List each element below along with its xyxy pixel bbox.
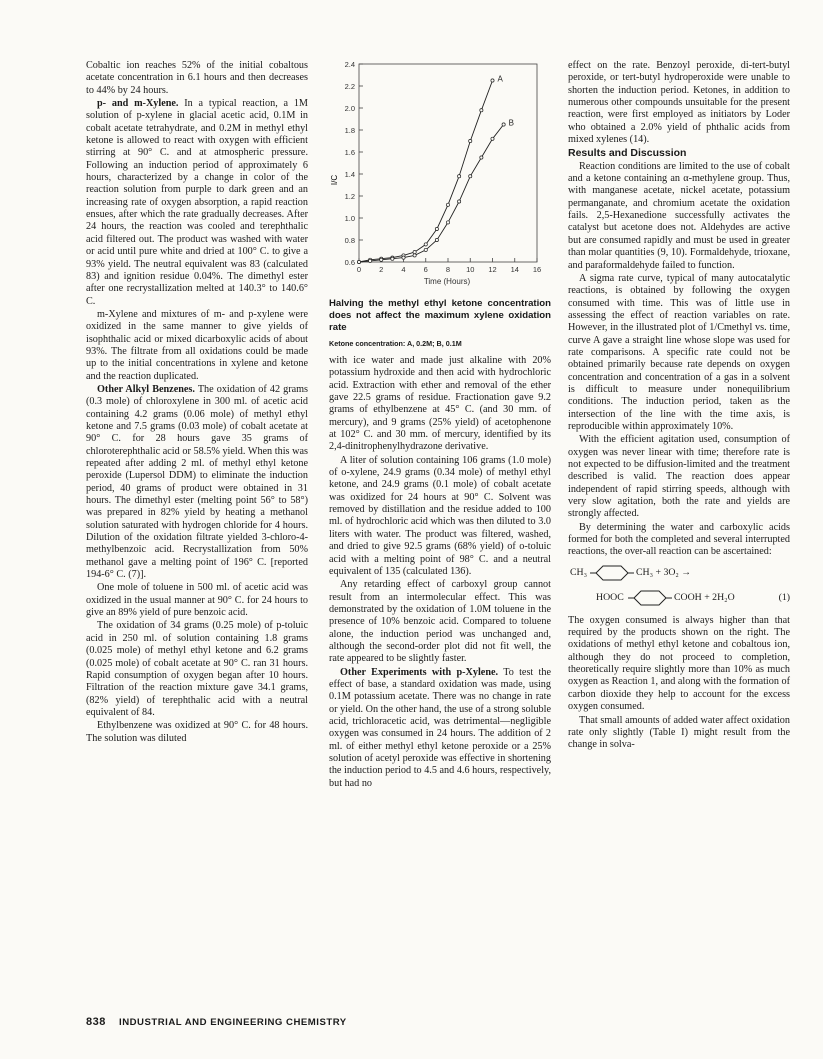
paragraph: Ethylbenzene was oxidized at 90° C. for 48 hours. The solution was diluted xyxy=(86,720,308,744)
data-point-A xyxy=(446,203,449,206)
y-tick-label: 1.2 xyxy=(344,192,355,201)
paragraph-text: To test the effect of base, a standard oxidation was made, using 0.1M potassium acetate. There was no change in rate or yield. On the other hand, the use of a strong soluble acid, trichloracetic acid, was detrimental—negligible oxygen was consumed in 24 hours. The addition of 2 ml. of either methyl ethyl ketone peroxide or a 25% solution of acetyl peroxide was effective in shortening the induction period to 4.5 and 4.6 hours, respectively, but had no xyxy=(329,666,551,789)
data-point-A xyxy=(480,109,483,112)
data-point-B xyxy=(391,257,394,260)
paragraph xyxy=(86,384,308,582)
column-3 xyxy=(568,60,790,753)
journal-name: INDUSTRIAL AND ENGINEERING CHEMISTRY xyxy=(119,1017,347,1028)
series-lines xyxy=(359,81,504,263)
paragraph: The oxygen consumed is always higher than that required by the products shown on the right. The oxidations of methyl ethyl ketone and cobaltous ion, although they do not proceed to completion, theoretically require slightly more than 10% as much oxygen as Reaction 1, and along with the formation of carbon dioxide they help to account for the excess oxygen consumed. xyxy=(568,614,790,713)
y-tick-label: 0.8 xyxy=(344,236,355,245)
eq-reactant-rest: CH₃ + 3O₂ → xyxy=(636,566,692,578)
data-point-B xyxy=(402,256,405,259)
x-tick-label: 16 xyxy=(532,265,542,274)
y-axis-label: I/C xyxy=(330,174,339,186)
paragraph: By determining the water and carboxylic acids formed for both the completed and several interrupted reactions, the over-all reaction can be ascertained: xyxy=(568,521,790,558)
data-point-B xyxy=(469,175,472,178)
paragraph: Reaction conditions are limited to the use of cobalt and a ketone containing an α-methylene group. Thus, with manganese acetate, nickel acetate, potassium permanganate, and chromium acetate the oxidation fails. 2,5-Hexanedione successfully activates the catalyst but acetone does not. Aldehydes are active but are consumed rapidly and must be used in greater than molar quantities (9, 10). Formaldehyde, trioxane, and paraformaldehyde failed to function. xyxy=(568,160,790,271)
benzene-ring-icon xyxy=(590,565,634,581)
paragraph: A sigma rate curve, typical of many autocatalytic reactions, is obtained by following the oxygen consumed with time. This was of little use in assessing the effect of reaction variables on rate. However, in the illustrated plot of 1/Cmethyl vs. time, curve A gave a straight line whose slope was used for rate comparisons. A specific rate could not be obtained primarily because rate depends on oxygen concentration and concentration of a gas in a solvent is difficult to measure under nonequilibrium conditions. The induction period, taken as the intersection of the line with the time axis, is reproducible within approximately 10%. xyxy=(568,272,790,432)
line-chart xyxy=(329,60,551,288)
section-heading: Results and Discussion xyxy=(568,147,687,160)
figure xyxy=(329,60,551,351)
x-tick-label: 8 xyxy=(445,265,451,274)
series-labels xyxy=(498,75,514,128)
y-tick-label: 1.4 xyxy=(344,170,355,179)
paragraph: Any retarding effect of carboxyl group cannot result from an intermolecular effect. This was demonstrated by the oxidation of 1.0M toluene in the presence of 10% benzoic acid. Compared to toluene alone, the induction period was unchanged and, although the second-order plot did not fit well, the rate appeared to be slightly faster. xyxy=(329,579,551,665)
data-point-B xyxy=(480,156,483,159)
x-tick-label: 2 xyxy=(379,265,384,274)
chemical-equation xyxy=(568,565,790,611)
data-point-B xyxy=(424,248,427,251)
page-footer xyxy=(86,1016,347,1028)
eq-reactant-methyl: CH₃ xyxy=(570,566,588,578)
x-tick-label: 4 xyxy=(401,265,406,274)
data-point-B xyxy=(446,221,449,224)
x-axis-ticks xyxy=(357,258,541,274)
figure-subcaption: Ketone concentration: A, 0.2M; B, 0.1M xyxy=(329,339,462,349)
paragraph-text: The oxidation of 42 grams (0.3 mole) of chloroxylene in 300 ml. of acetic acid containing 4.2 grams (0.06 mole) of methyl ethyl ketone and 7.5 grams (0.03 mole) of cobalt acetate at 90° C. for 28 hours gave 35 grams of chloroterephthalic acid or 58.5% yield. When this was repeated after adding 2 ml. of methyl ethyl ketone peroxide (Lupersol DDM) to eliminate the induction period, 40 grams of product were obtained in 31 hours. The dimethyl ester (melting point 56° to 58°) was prepared in 82% yield by heating a methanol solution saturated with hydrogen chloride for 4 hours. Dilution of the oxidation filtrate yielded 3-chloro-4-methylbenzoic acid. Recrystallization from 50% methanol gave a melting point of 196° C. [reported 194-6° C. (7)]. xyxy=(86,383,309,581)
data-point-B xyxy=(491,137,494,140)
paragraph xyxy=(86,98,308,308)
eq-product-rest: COOH + 2H₂O xyxy=(674,591,735,603)
series-label-A: A xyxy=(497,74,503,84)
paragraph-text: In a typical reaction, a 1M solution of p-xylene in glacial acetic acid, 0.1M in cobalt acetate tetrahydrate, and 0.2M in methyl ethyl ketone is allowed to react with oxygen with efficient stirring at 90° C. and at atmospheric pressure. Following an induction period of approximately 6 hours, characterized by a change in color of the reaction solution from purple to dark green and an increasing rate of oxygen absorption, a rapid reaction ensues, after which the rate gradually decreases. After 24 hours, the reaction was cooled and terephthalic acid filtered out. The product was washed with water or acid until pure white and dried at 100° C. to give a 93% yield. The neutral equivalent was 83 (calculated 83) and ignition residue 0.04%. The dimethyl ester after one recrystallization melted at 140.3° to 140.6° C. xyxy=(86,98,308,307)
equation-number: (1) xyxy=(778,591,790,603)
data-point-B xyxy=(380,258,383,261)
data-point-B xyxy=(413,254,416,257)
paragraph: With the efficient agitation used, consumption of oxygen was never linear with time; therefore rate is not expected to be diffusion-limited and the treatment described is valid. The reaction does appear independent of rapid stirring speeds, although with very slow agitation, both the rate and yields are strongly affected. xyxy=(568,434,790,520)
data-point-B xyxy=(502,123,505,126)
x-tick-label: 0 xyxy=(356,265,362,274)
chart-frame xyxy=(359,64,537,262)
paragraph: One mole of toluene in 500 ml. of acetic acid was oxidized in the usual manner at 90° C. for 24 hours to give an 89% yield of pure benzoic acid. xyxy=(86,582,308,619)
y-tick-label: 2.4 xyxy=(344,60,355,69)
paragraph: effect on the rate. Benzoyl peroxide, di-tert-butyl peroxide, or tert-butyl hydroperoxide were unable to shorten the induction period. Ketones, in addition to numerous other compounds unsuitable for the present reaction, were first employed as initiators by Loder who obtained a 2.0% yield of phthalic acids from mixed xylenes (14). xyxy=(568,60,790,146)
x-tick-label: 6 xyxy=(423,265,428,274)
subsection-heading: p- and m-Xylene. xyxy=(97,98,179,110)
y-tick-label: 1.6 xyxy=(344,148,355,157)
x-axis-label: Time (Hours) xyxy=(423,277,471,286)
series-line-B xyxy=(359,125,504,263)
data-point-B xyxy=(369,259,372,262)
paragraph: with ice water and made just alkaline with 20% potassium hydroxide and then acid with hydrochloric acid. Extraction with ether and removal of the ether gave 22.5 grams of residue. Fractionation gave 9.2 grams of ethylbenzene at 45° C. (and 30 mm. of mercury), and 9 grams (25% yield) of acetophenone at 102° C. and 30 mm. of mercury, identified by its 2,4-dinitrophenylhydrazone derivative. xyxy=(329,355,551,453)
paragraph: The oxidation of 34 grams (0.25 mole) of p-toluic acid in 250 ml. of solution containing 1.8 grams (0.025 mole) of methyl ethyl ketone and 6.2 grams (0.025 mole) of cobalt acetate at 90° C. ran 31 hours. Rapid consumption of oxygen began after 10 hours. Filtration of the reaction mixture gave 34.1 grams, (82% yield) of terephthalic acid with a neutral equivalent of 84. xyxy=(86,620,308,718)
paragraph: Cobaltic ion reaches 52% of the initial cobaltous acetate concentration in 6.1 hours and then decreases to 44% by 24 hours. xyxy=(86,60,308,96)
column-1 xyxy=(86,60,308,746)
y-tick-label: 2.0 xyxy=(344,104,355,113)
benzene-ring-icon xyxy=(628,590,672,606)
data-point-A xyxy=(424,243,427,246)
y-axis-ticks xyxy=(345,60,363,267)
page-number: 838 xyxy=(86,1016,106,1028)
paragraph: m-Xylene and mixtures of m- and p-xylene were oxidized in the same manner to give yields of isophthalic acid or mixed dicarboxylic acids of about 93%. The filtrate from all oxidations could be made up to the initial concentrations in xylene and ketone and the reaction duplicated. xyxy=(86,308,308,382)
series-label-B: B xyxy=(508,118,514,128)
data-point-A xyxy=(469,139,472,142)
y-tick-label: 1.8 xyxy=(344,126,355,135)
paragraph: A liter of solution containing 106 grams (1.0 mole) of o-xylene, 24.9 grams (0.34 mole) of methyl ethyl ketone, and 24.9 grams (0.1 mole) of cobalt acetate was oxidized for 24 hours at 90° C. Solvent was removed by distillation and the residue added to 100 ml. of hydrochloric acid which was then diluted to 3.0 liters with water. The product was filtered, washed, and dried to give 92.5 grams (68% yield) of o-toluic acid with a melting point of 98° C. and a neutral equivalent of 135 (calculated 136). xyxy=(329,454,551,577)
data-point-B xyxy=(357,260,360,263)
data-point-A xyxy=(458,175,461,178)
x-tick-label: 12 xyxy=(488,265,497,274)
subsection-heading: Other Experiments with p-Xylene. xyxy=(340,666,499,678)
paragraph: That small amounts of added water affect oxidation rate only slightly (Table I) might result from the change in solva- xyxy=(568,714,790,751)
data-point-A xyxy=(491,79,494,82)
eq-product-acid: HOOC xyxy=(596,591,624,603)
figure-caption: Halving the methyl ethyl ketone concentration does not affect the maximum xylene oxidation rate xyxy=(329,298,551,334)
plot-frame xyxy=(359,64,537,262)
series-line-A xyxy=(359,81,493,263)
y-tick-label: 2.2 xyxy=(344,82,355,91)
data-point-A xyxy=(435,227,438,230)
column-2-body xyxy=(329,355,551,791)
data-point-A xyxy=(413,251,416,254)
x-tick-label: 14 xyxy=(510,265,519,274)
data-point-B xyxy=(458,200,461,203)
data-point-B xyxy=(435,238,438,241)
y-tick-label: 1.0 xyxy=(344,214,355,223)
x-tick-label: 10 xyxy=(466,265,475,274)
paragraph xyxy=(329,667,551,790)
subsection-heading: Other Alkyl Benzenes. xyxy=(97,383,195,395)
y-tick-label: 0.6 xyxy=(344,258,355,267)
